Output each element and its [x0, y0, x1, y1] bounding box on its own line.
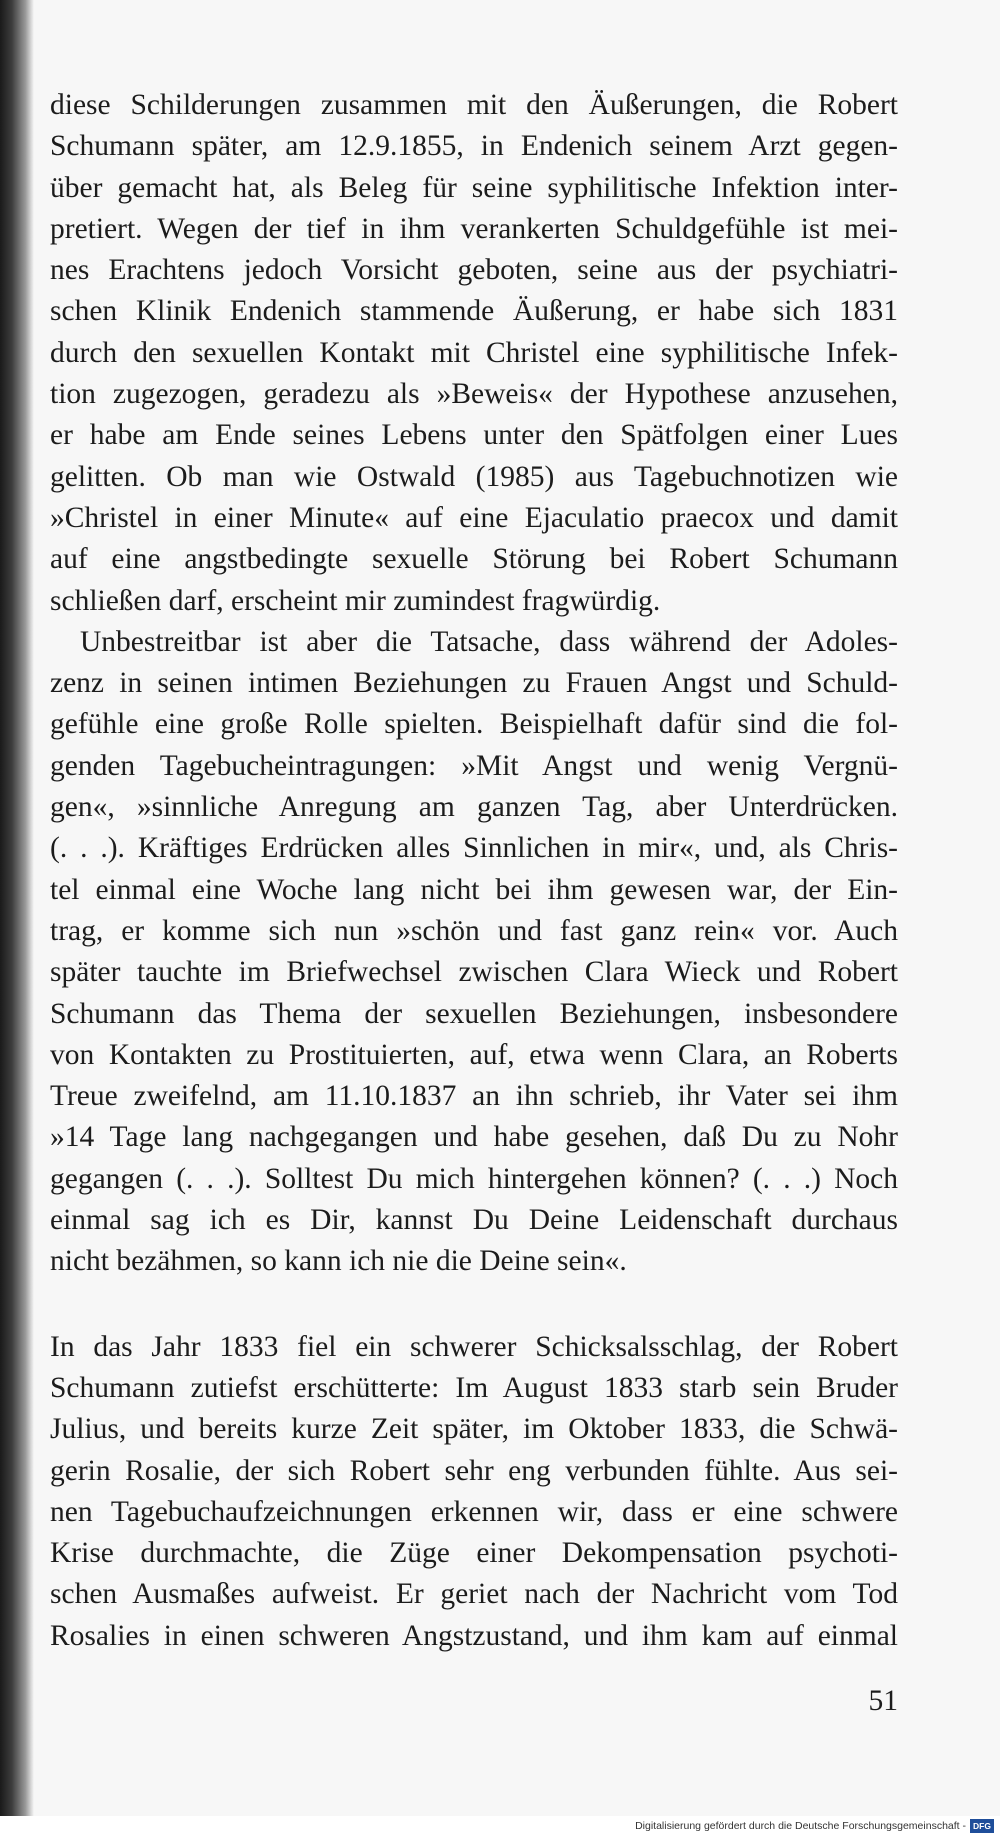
text-line: nes Erachtens jedoch Vorsicht geboten, seine aus der psychiatri- — [50, 254, 898, 287]
text-line: gelitten. Ob man wie Ostwald (1985) aus Tagebuchnotizen wie — [50, 460, 898, 493]
text-line: Schumann zutiefst erschütterte: Im August 1833 starb sein Bruder — [50, 1371, 898, 1404]
text-line: tion zugezogen, geradezu als »Beweis« der Hypothese anzusehen, — [50, 378, 898, 411]
text-line: Treue zweifelnd, am 11.10.1837 an ihn schrieb, ihr Vater sei ihm — [50, 1080, 898, 1113]
paragraph — [50, 85, 898, 622]
text-line: schen Klinik Endenich stammende Äußerung, er habe sich 1831 — [50, 295, 898, 328]
text-line: später tauchte im Briefwechsel zwischen Clara Wieck und Robert — [50, 956, 898, 989]
section-gap — [50, 1283, 898, 1327]
body-text — [50, 85, 898, 1657]
digitization-footer — [0, 1816, 1000, 1839]
text-line: zenz in seinen intimen Beziehungen zu Frauen Angst und Schuld- — [50, 667, 898, 700]
text-line: gerin Rosalie, der sich Robert sehr eng verbunden fühlte. Aus sei- — [50, 1454, 898, 1487]
text-line: von Kontakten zu Prostituierten, auf, etwa wenn Clara, an Roberts — [50, 1038, 898, 1071]
text-line: trag, er komme sich nun »schön und fast ganz rein« vor. Auch — [50, 914, 898, 947]
text-line: (. . .). Kräftiges Erdrücken alles Sinnlichen in mir«, und, als Chris- — [50, 832, 898, 865]
text-line: Rosalies in einen schweren Angstzustand, und ihm kam auf einmal — [50, 1619, 898, 1652]
dfg-logo-icon: DFG — [970, 1819, 994, 1833]
text-line: gegangen (. . .). Solltest Du mich hintergehen können? (. . .) Noch — [50, 1162, 898, 1195]
text-line: auf eine angstbedingte sexuelle Störung bei Robert Schumann — [50, 543, 898, 576]
text-line: schen Ausmaßes aufweist. Er geriet nach der Nachricht vom Tod — [50, 1578, 898, 1611]
text-line: nen Tagebuchaufzeichnungen erkennen wir, dass er eine schwere — [50, 1495, 898, 1528]
text-line: durch den sexuellen Kontakt mit Christel eine syphilitische Infek- — [50, 336, 898, 369]
funding-notice: Digitalisierung gefördert durch die Deutsche Forschungsgemeinschaft - — [635, 1820, 966, 1832]
text-line: genden Tagebucheintragungen: »Mit Angst und wenig Vergnü- — [50, 749, 898, 782]
text-line: einmal sag ich es Dir, kannst Du Deine Leidenschaft durchaus — [50, 1204, 898, 1237]
text-line: gefühle eine große Rolle spielten. Beispielhaft dafür sind die fol- — [50, 708, 898, 741]
text-line: über gemacht hat, als Beleg für seine syphilitische Infektion inter- — [50, 171, 898, 204]
text-line: Unbestreitbar ist aber die Tatsache, dass während der Adoles- — [80, 625, 898, 658]
text-line: schließen darf, erscheint mir zumindest fragwürdig. — [50, 584, 661, 617]
text-line: gen«, »sinnliche Anregung am ganzen Tag, aber Unterdrücken. — [50, 791, 898, 824]
text-line: diese Schilderungen zusammen mit den Äußerungen, die Robert — [50, 89, 898, 121]
text-line: pretiert. Wegen der tief in ihm verankerten Schuldgefühle ist mei- — [50, 212, 898, 245]
text-line: Schumann später, am 12.9.1855, in Endenich seinem Arzt gegen- — [50, 130, 898, 163]
binding-shadow — [0, 0, 34, 1816]
text-line: nicht bezähmen, so kann ich nie die Deine sein«. — [50, 1245, 627, 1278]
text-line: »Christel in einer Minute« auf eine Ejaculatio praecox und damit — [50, 501, 898, 534]
text-line: Schumann das Thema der sexuellen Beziehungen, insbesondere — [50, 997, 898, 1030]
paragraph — [50, 1327, 898, 1657]
text-line: tel einmal eine Woche lang nicht bei ihm gewesen war, der Ein- — [50, 873, 898, 906]
paragraph — [50, 622, 898, 1283]
text-line: Julius, und bereits kurze Zeit später, im Oktober 1833, die Schwä- — [50, 1413, 898, 1446]
page-number: 51 — [868, 1685, 898, 1717]
text-line: er habe am Ende seines Lebens unter den Spätfolgen einer Lues — [50, 419, 898, 452]
text-line: In das Jahr 1833 fiel ein schwerer Schicksalsschlag, der Robert — [50, 1330, 898, 1363]
text-line: »14 Tage lang nachgegangen und habe gesehen, daß Du zu Nohr — [50, 1121, 898, 1154]
text-line: Krise durchmachte, die Züge einer Dekompensation psychoti- — [50, 1537, 898, 1570]
